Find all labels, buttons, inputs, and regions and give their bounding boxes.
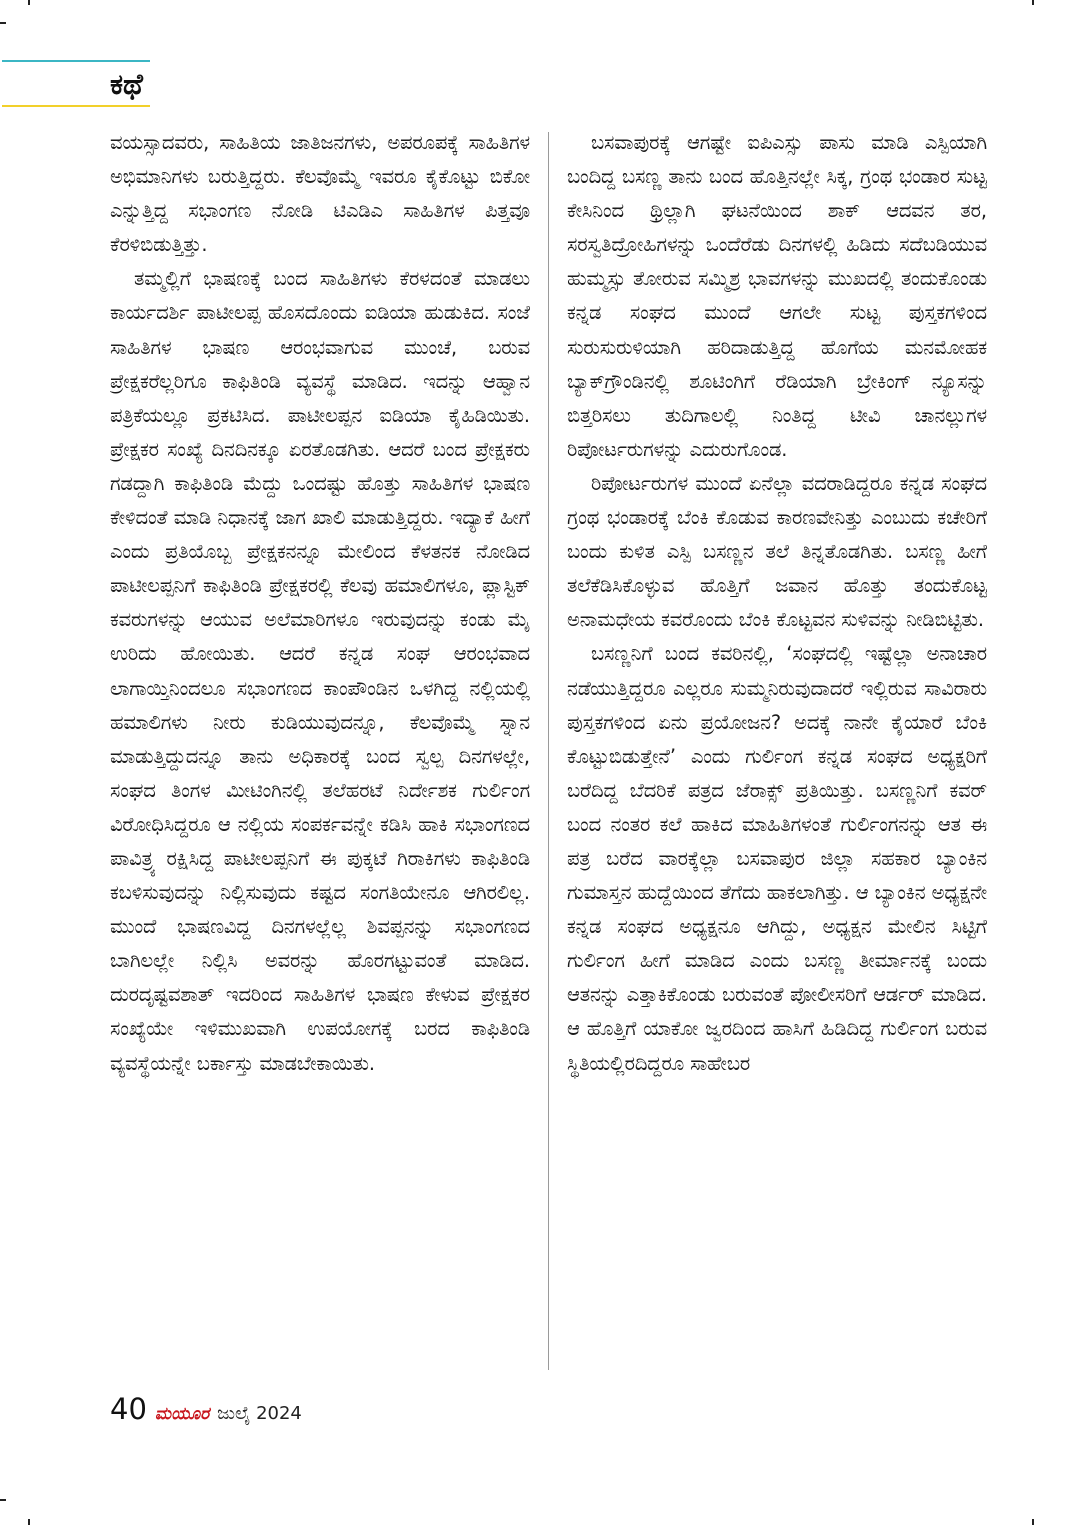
paragraph: ತಮ್ಮಲ್ಲಿಗೆ ಭಾಷಣಕ್ಕೆ ಬಂದ ಸಾಹಿತಿಗಳು ಕೆರಳದಂತೆ ಮಾಡಲು ಕಾರ್ಯದರ್ಶಿ ಪಾಟೀಲಪ್ಪ ಹೊಸದೊಂದು ಐಡಿಯಾ ಹುಡುಕಿದ. ಸಂಜೆ ಸಾಹಿತಿಗಳ ಭಾಷಣ ಆರಂಭವಾಗುವ ಮುಂಚೆ, ಬರುವ ಪ್ರೇಕ್ಷಕರೆಲ್ಲರಿಗೂ ಕಾಫಿತಿಂಡಿ ವ್ಯವಸ್ಥೆ ಮಾಡಿದ. ಇದನ್ನು ಆಹ್ವಾನ ಪತ್ರಿಕೆಯಲ್ಲೂ ಪ್ರಕಟಿಸಿದ. ಪಾಟೀಲಪ್ಪನ ಐಡಿಯಾ ಕೈಹಿಡಿಯಿತು. ಪ್ರೇಕ್ಷಕರ ಸಂಖ್ಯೆ ದಿನದಿನಕ್ಕೂ ಏರತೊಡಗಿತು. ಆದರೆ ಬಂದ ಪ್ರೇಕ್ಷಕರು ಗಡದ್ದಾಗಿ ಕಾಫಿತಿಂಡಿ ಮೆದ್ದು ಒಂದಷ್ಟು ಹೊತ್ತು ಸಾಹಿತಿಗಳ ಭಾಷಣ ಕೇಳಿದಂತೆ ಮಾಡಿ ನಿಧಾನಕ್ಕೆ ಜಾಗ ಖಾಲಿ ಮಾಡುತ್ತಿದ್ದರು. ಇದ್ಯಾಕೆ ಹೀಗೆ ಎಂದು ಪ್ರತಿಯೊಬ್ಬ ಪ್ರೇಕ್ಷಕನನ್ನೂ ಮೇಲಿಂದ ಕೆಳತನಕ ನೋಡಿದ ಪಾಟೀಲಪ್ಪನಿಗೆ ಕಾಫಿತಿಂಡಿ ಪ್ರೇಕ್ಷಕರಲ್ಲಿ ಕೆಲವು ಹಮಾಲಿಗಳೂ, ಪ್ಲಾಸ್ಟಿಕ್ ಕವರುಗಳನ್ನು ಆಯುವ ಅಲೆಮಾರಿಗಳೂ ಇರುವುದನ್ನು ಕಂಡು ಮೈ ಉರಿದು ಹೋಯಿತು. ಆದರೆ ಕನ್ನಡ ಸಂಘ ಆರಂಭವಾದ ಲಾಗಾಯ್ತಿನಿಂದಲೂ ಸಭಾಂಗಣದ ಕಾಂಪೌಂಡಿನ ಒಳಗಿದ್ದ ನಲ್ಲಿಯಲ್ಲಿ ಹಮಾಲಿಗಳು ನೀರು ಕುಡಿಯುವುದನ್ನೂ, ಕೆಲವೊಮ್ಮೆ ಸ್ನಾನ ಮಾಡುತ್ತಿದ್ದುದನ್ನೂ ತಾನು ಅಧಿಕಾರಕ್ಕೆ ಬಂದ ಸ್ವಲ್ಪ ದಿನಗಳಲ್ಲೇ, ಸಂಘದ ತಿಂಗಳ ಮೀಟಿಂಗಿನಲ್ಲಿ ತಲೆಹರಟೆ ನಿರ್ದೇಶಕ ಗುರ್ಲಿಂಗ ವಿರೋಧಿಸಿದ್ದರೂ ಆ ನಲ್ಲಿಯ ಸಂಪರ್ಕವನ್ನೇ ಕಡಿಸಿ ಹಾಕಿ ಸಭಾಂಗಣದ ಪಾವಿತ್ರ್ಯ ರಕ್ಷಿಸಿದ್ದ ಪಾಟೀಲಪ್ಪನಿಗೆ ಈ ಪುಕ್ಕಟೆ ಗಿರಾಕಿಗಳು ಕಾಫಿತಿಂಡಿ ಕಬಳಿಸುವುದನ್ನು ನಿಲ್ಲಿಸುವುದು ಕಷ್ಟದ ಸಂಗತಿಯೇನೂ ಆಗಿರಲಿಲ್ಲ. ಮುಂದೆ ಭಾಷಣವಿದ್ದ ದಿನಗಳಲ್ಲೆಲ್ಲ ಶಿವಪ್ಪನನ್ನು ಸಭಾಂಗಣದ ಬಾಗಿಲಲ್ಲೇ ನಿಲ್ಲಿಸಿ ಅವರನ್ನು ಹೊರಗಟ್ಟುವಂತೆ ಮಾಡಿದ. ದುರದೃಷ್ಟವಶಾತ್ ಇದರಿಂದ ಸಾಹಿತಿಗಳ ಭಾಷಣ ಕೇಳುವ ಪ್ರೇಕ್ಷಕರ ಸಂಖ್ಯೆಯೇ ಇಳಿಮುಖವಾಗಿ ಉಪಯೋಗಕ್ಕೆ ಬರದ ಕಾಫಿತಿಂಡಿ ವ್ಯವಸ್ಥೆಯನ್ನೇ ಬರ್ಕಾಸ್ತು ಮಾಡಬೇಕಾಯಿತು. bbox=[110, 267, 530, 1075]
crop-mark-bottom-left bbox=[0, 1499, 6, 1501]
article-column-right bbox=[567, 126, 987, 1384]
column-divider bbox=[548, 132, 549, 1370]
article-column-left bbox=[110, 126, 530, 1384]
magazine-logo: ಮಯೂರ bbox=[154, 1404, 210, 1424]
crop-mark-top-left-v bbox=[28, 0, 30, 5]
crop-mark-top-right-v bbox=[1032, 0, 1034, 5]
crop-mark-top-left bbox=[0, 22, 6, 24]
section-rule-yellow bbox=[2, 105, 150, 107]
page-number: 40 bbox=[110, 1392, 147, 1426]
paragraph: ಬಸಣ್ಣನಿಗೆ ಬಂದ ಕವರಿನಲ್ಲಿ, ‘ಸಂಘದಲ್ಲಿ ಇಷ್ಟೆಲ್ಲಾ ಅನಾಚಾರ ನಡೆಯುತ್ತಿದ್ದರೂ ಎಲ್ಲರೂ ಸುಮ್ಮನಿರುವುದಾದರೆ ಇಲ್ಲಿರುವ ಸಾವಿರಾರು ಪುಸ್ತಕಗಳಿಂದ ಏನು ಪ್ರಯೋಜನ? ಅದಕ್ಕೆ ನಾನೇ ಕೈಯಾರೆ ಬೆಂಕಿ ಕೊಟ್ಟುಬಿಡುತ್ತೇನೆ’ ಎಂದು ಗುರ್ಲಿಂಗ ಕನ್ನಡ ಸಂಘದ ಅಧ್ಯಕ್ಷರಿಗೆ ಬರೆದಿದ್ದ ಬೆದರಿಕೆ ಪತ್ರದ ಜೆರಾಕ್ಸ್ ಪ್ರತಿಯಿತ್ತು. ಬಸಣ್ಣನಿಗೆ ಕವರ್ ಬಂದ ನಂತರ ಕಲೆ ಹಾಕಿದ ಮಾಹಿತಿಗಳಂತೆ ಗುರ್ಲಿಂಗನನ್ನು ಆತ ಈ ಪತ್ರ ಬರೆದ ವಾರಕ್ಕೆಲ್ಲಾ ಬಸವಾಪುರ ಜಿಲ್ಲಾ ಸಹಕಾರ ಬ್ಯಾಂಕಿನ ಗುಮಾಸ್ತನ ಹುದ್ದೆಯಿಂದ ತೆಗೆದು ಹಾಕಲಾಗಿತ್ತು. ಆ ಬ್ಯಾಂಕಿನ ಅಧ್ಯಕ್ಷನೇ ಕನ್ನಡ ಸಂಘದ ಅಧ್ಯಕ್ಷನೂ ಆಗಿದ್ದು, ಅಧ್ಯಕ್ಷನ ಮೇಲಿನ ಸಿಟ್ಟಿಗೆ ಗುರ್ಲಿಂಗ ಹೀಗೆ ಮಾಡಿದ ಎಂದು ಬಸಣ್ಣ ತೀರ್ಮಾನಕ್ಕೆ ಬಂದು ಆತನನ್ನು ಎತ್ತಾಕಿಕೊಂಡು ಬರುವಂತೆ ಪೋಲೀಸರಿಗೆ ಆರ್ಡರ್ ಮಾಡಿದ. ಆ ಹೊತ್ತಿಗೆ ಯಾಕೋ ಜ್ವರದಿಂದ ಹಾಸಿಗೆ ಹಿಡಿದಿದ್ದ ಗುರ್ಲಿಂಗ ಬರುವ ಸ್ಥಿತಿಯಲ್ಲಿರದಿದ್ದರೂ ಸಾಹೇಬರ bbox=[567, 642, 987, 1075]
crop-mark-bottom-left-v bbox=[28, 1519, 30, 1525]
section-rule-teal bbox=[2, 60, 150, 62]
page-footer bbox=[110, 1392, 302, 1428]
paragraph: ರಿಪೋರ್ಟರುಗಳ ಮುಂದೆ ಏನೆಲ್ಲಾ ವದರಾಡಿದ್ದರೂ ಕನ್ನಡ ಸಂಘದ ಗ್ರಂಥ ಭಂಡಾರಕ್ಕೆ ಬೆಂಕಿ ಕೊಡುವ ಕಾರಣವೇನಿತ್ತು ಎಂಬುದು ಕಚೇರಿಗೆ ಬಂದು ಕುಳಿತ ಎಸ್ಪಿ ಬಸಣ್ಣನ ತಲೆ ತಿನ್ನತೊಡಗಿತು. ಬಸಣ್ಣ ಹೀಗೆ ತಲೆಕೆಡಿಸಿಕೊಳ್ಳುವ ಹೊತ್ತಿಗೆ ಜವಾನ ಹೊತ್ತು ತಂದುಕೊಟ್ಟ ಅನಾಮಧೇಯ ಕವರೊಂದು ಬೆಂಕಿ ಕೊಟ್ಟವನ ಸುಳಿವನ್ನು ನೀಡಿಬಿಟ್ಟಿತು. bbox=[567, 471, 987, 632]
section-title: ಕಥೆ bbox=[110, 67, 143, 101]
paragraph: ವಯಸ್ಸಾದವರು, ಸಾಹಿತಿಯ ಜಾತಿಜನಗಳು, ಅಪರೂಪಕ್ಕೆ ಸಾಹಿತಿಗಳ ಅಭಿಮಾನಿಗಳು ಬರುತ್ತಿದ್ದರು. ಕೆಲವೊಮ್ಮೆ ಇವರೂ ಕೈಕೊಟ್ಟು ಬಿಕೋ ಎನ್ನುತ್ತಿದ್ದ ಸಭಾಂಗಣ ನೋಡಿ ಟಿಎಡಿಎ ಸಾಹಿತಿಗಳ ಪಿತ್ತವೂ ಕೆರಳಿಬಿಡುತ್ತಿತ್ತು. bbox=[110, 131, 530, 257]
paragraph: ಬಸವಾಪುರಕ್ಕೆ ಆಗಷ್ಟೇ ಐಪಿಎಸ್ಸು ಪಾಸು ಮಾಡಿ ಎಸ್ಪಿಯಾಗಿ ಬಂದಿದ್ದ ಬಸಣ್ಣ ತಾನು ಬಂದ ಹೊತ್ತಿನಲ್ಲೇ ಸಿಕ್ಕ, ಗ್ರಂಥ ಭಂಡಾರ ಸುಟ್ಟ ಕೇಸಿನಿಂದ ಥ್ರಿಲ್ಲಾಗಿ ಘಟನೆಯಿಂದ ಶಾಕ್ ಆದವನ ತರ, ಸರಸ್ವತಿದ್ರೋಹಿಗಳನ್ನು ಒಂದೆರೆಡು ದಿನಗಳಲ್ಲಿ ಹಿಡಿದು ಸದೆಬಡಿಯುವ ಹುಮ್ಮಸ್ಸು ತೋರುವ ಸಮ್ಮಿಶ್ರ ಭಾವಗಳನ್ನು ಮುಖದಲ್ಲಿ ತಂದುಕೊಂಡು ಕನ್ನಡ ಸಂಘದ ಮುಂದೆ ಆಗಲೇ ಸುಟ್ಟ ಪುಸ್ತಕಗಳಿಂದ ಸುರುಸುರುಳಿಯಾಗಿ ಹರಿದಾಡುತ್ತಿದ್ದ ಹೊಗೆಯ ಮನಮೋಹಕ ಬ್ಯಾಕ್‌ಗ್ರೌಂಡಿನಲ್ಲಿ ಶೂಟಿಂಗಿಗೆ ರೆಡಿಯಾಗಿ ಬ್ರೇಕಿಂಗ್ ನ್ಯೂಸನ್ನು ಬಿತ್ತರಿಸಲು ತುದಿಗಾಲಲ್ಲಿ ನಿಂತಿದ್ದ ಟೀವಿ ಚಾನಲ್ಲುಗಳ ರಿಪೋರ್ಟರುಗಳನ್ನು ಎದುರುಗೊಂಡ. bbox=[567, 131, 987, 461]
issue-date: ಜುಲೈ 2024 bbox=[217, 1403, 302, 1424]
crop-mark-bottom-right-v bbox=[1032, 1519, 1034, 1525]
